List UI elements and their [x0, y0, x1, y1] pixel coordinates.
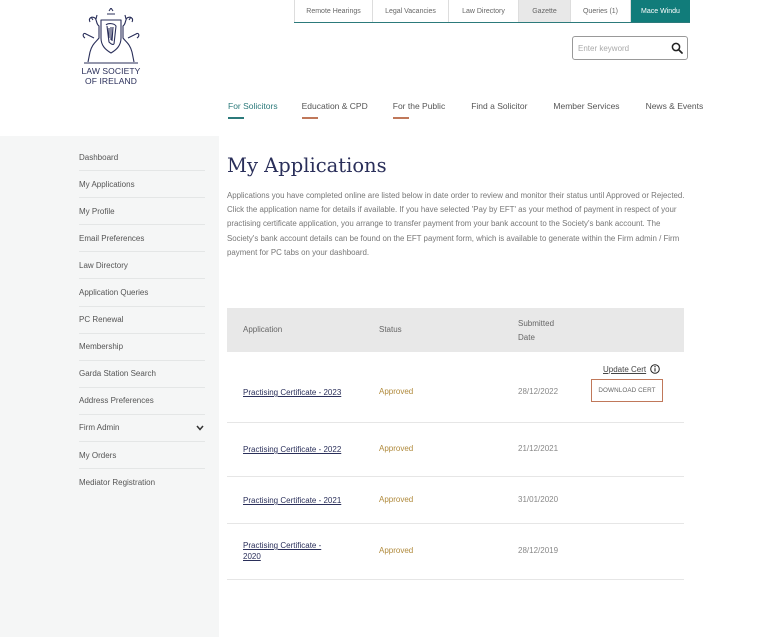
sidebar-item-label: PC Renewal — [79, 315, 124, 325]
util-queries[interactable]: Queries (1) — [570, 0, 630, 22]
sidebar-item-application-queries[interactable] — [79, 279, 205, 306]
search-icon[interactable] — [671, 42, 683, 54]
sidebar-item-mediator-registration[interactable] — [79, 469, 205, 496]
util-law-directory[interactable]: Law Directory — [448, 0, 518, 22]
sidebar-item-label: Email Preferences — [79, 233, 145, 243]
sidebar-item-label: Law Directory — [79, 260, 128, 270]
sidebar-menu — [79, 144, 205, 496]
sidebar-item-law-directory[interactable] — [79, 252, 205, 279]
update-cert-label: Update Cert — [603, 364, 647, 374]
logo-text-line1: LAW SOCIETY — [81, 66, 141, 76]
sidebar-item-my-applications[interactable] — [79, 171, 205, 198]
nav-label: News & Events — [645, 101, 704, 111]
header-submitted-line2: Date — [518, 333, 535, 342]
sidebar-item-membership[interactable] — [79, 334, 205, 361]
status-text: Approved — [379, 546, 414, 555]
status-text: Approved — [379, 387, 414, 396]
search-input[interactable] — [573, 44, 668, 53]
nav-member-services[interactable] — [553, 101, 619, 119]
sidebar-item-label: Mediator Registration — [79, 478, 156, 488]
nav-label: For the Public — [392, 101, 446, 111]
header-status: Status — [379, 325, 402, 334]
header-submitted-line1: Submitted — [518, 319, 555, 328]
sidebar-item-label: Membership — [79, 342, 124, 352]
sidebar-item-dashboard[interactable] — [79, 144, 205, 171]
download-cert-button[interactable]: DOWNLOAD CERT — [591, 379, 663, 402]
chevron-down-icon[interactable] — [196, 425, 204, 431]
crest-icon — [76, 8, 146, 66]
sidebar-item-label: Dashboard — [79, 152, 119, 162]
nav-underline — [302, 117, 318, 119]
sidebar-item-garda-station-search[interactable] — [79, 361, 205, 388]
sidebar-item-firm-admin[interactable] — [79, 415, 205, 442]
sidebar-item-address-preferences[interactable] — [79, 388, 205, 415]
table-row — [227, 524, 684, 580]
nav-label: For Solicitors — [228, 101, 278, 111]
nav-label: Find a Solicitor — [471, 101, 528, 111]
sidebar-item-my-orders[interactable] — [79, 442, 205, 469]
info-icon[interactable] — [650, 364, 660, 374]
sidebar-item-pc-renewal[interactable] — [79, 307, 205, 334]
nav-find-a-solicitor[interactable] — [471, 101, 527, 119]
nav-underline — [228, 117, 244, 119]
page-title: My Applications — [227, 154, 387, 177]
nav-underline — [393, 117, 409, 119]
table-row — [227, 477, 684, 524]
sidebar-item-label: My Profile — [79, 206, 115, 216]
applications-table — [227, 308, 684, 580]
nav-label: Member Services — [553, 101, 620, 111]
nav-label: Education & CPD — [301, 101, 368, 111]
util-gazette[interactable]: Gazette — [518, 0, 570, 22]
sidebar-item-label: Address Preferences — [79, 396, 154, 406]
table-row — [227, 352, 684, 423]
sidebar-item-my-profile[interactable] — [79, 198, 205, 225]
submitted-date: 21/12/2021 — [518, 444, 559, 453]
user-account-button[interactable]: Mace Windu — [630, 0, 690, 22]
application-link[interactable]: Practising Certificate - 2021 — [243, 496, 342, 505]
logo-text-line2: OF IRELAND — [84, 76, 137, 86]
sidebar-item-email-preferences[interactable] — [79, 225, 205, 252]
sidebar-item-label: My Applications — [79, 179, 135, 189]
sidebar-item-label: Application Queries — [79, 288, 149, 298]
table-header — [227, 308, 684, 352]
sidebar — [0, 136, 219, 637]
nav-news-events[interactable] — [646, 101, 704, 119]
status-text: Approved — [379, 495, 414, 504]
util-remote-hearings[interactable]: Remote Hearings — [294, 0, 372, 22]
sidebar-item-label: My Orders — [79, 450, 117, 460]
sidebar-item-label: Garda Station Search — [79, 369, 156, 379]
nav-for-solicitors[interactable] — [228, 101, 278, 119]
submitted-date: 31/01/2020 — [518, 495, 559, 504]
header-application: Application — [243, 325, 283, 334]
header-submitted-date — [518, 317, 578, 345]
submitted-date: 28/12/2019 — [518, 546, 559, 555]
nav-for-the-public[interactable] — [393, 101, 445, 119]
status-text: Approved — [379, 444, 414, 453]
submitted-date: 28/12/2022 — [518, 387, 559, 396]
site-logo[interactable] — [74, 8, 148, 86]
table-row — [227, 423, 684, 477]
update-cert-link[interactable] — [603, 364, 660, 374]
application-link[interactable]: Practising Certificate - 2023 — [243, 388, 342, 397]
search-box — [572, 36, 688, 60]
intro-text: Applications you have completed online are listed below in date order to review and monitor their status until Approved or Rejected. Click the application name for details if available. If you have selected 'Pay by EFT' as your method of payment in respect of your practising certificate application, you arrange to transfer payment from your bank account to the Society's bank account. The Society's bank account details can be found on the EFT payment form, which is available to generate within the Firm admin / Firm payment for PC tabs on your dashboard. — [227, 191, 685, 257]
nav-education-cpd[interactable] — [302, 101, 368, 119]
main-nav — [228, 101, 703, 119]
application-link[interactable]: Practising Certificate - 2022 — [243, 445, 342, 454]
sidebar-item-label: Firm Admin — [79, 423, 120, 433]
application-link[interactable]: Practising Certificate - 2020 — [243, 541, 322, 561]
util-legal-vacancies[interactable]: Legal Vacancies — [372, 0, 448, 22]
utility-bar — [294, 0, 690, 23]
